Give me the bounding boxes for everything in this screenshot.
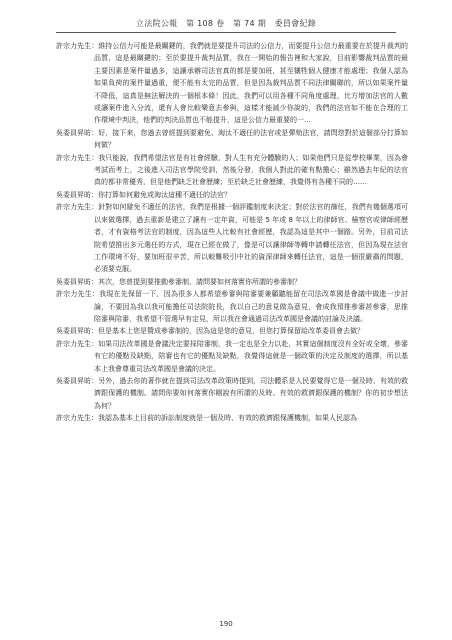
- speech-text: 我現在先保留一下，因為很多人都希望參審與陪審要兼顧聽能留在司法改革國是會議中做進一步討論，不要因為我以我可能擔任司法院院長，我以自己的意見做為意見，會成我預推參審甚參審，思推陪審與陪審，我希望不管選早有定見，所以我在會通過司法改革國是會議的討論及決議。: [94, 290, 408, 323]
- speech-text: 如果司法改革國是會議決定要採陪審制，我一定也是全力以赴，其實這個制度沒有全好或全壞，參審有它的優點及缺點，陪審也有它的優點及缺點，我覺得這就是一個政策的決定及制度的選擇，所以基本上我會尊重司法改革國是會議的決定。: [94, 339, 409, 373]
- transcript-paragraph: [56, 338, 408, 375]
- header-divider: [56, 32, 396, 33]
- speaker-label: 許宗力先生：: [56, 290, 100, 299]
- speaker-label: 吳委員昇昉：: [56, 277, 98, 286]
- transcript-paragraph: [56, 40, 408, 127]
- transcript-paragraph: [56, 412, 408, 424]
- volume-number: 第 108 卷: [185, 19, 225, 28]
- speaker-label: 吳委員昇昉：: [56, 128, 99, 137]
- speaker-label: 吳委員昇昉：: [56, 327, 98, 336]
- transcript-paragraph: [56, 375, 408, 412]
- section-title: 委員會紀錄: [274, 19, 317, 28]
- transcript-paragraph: [56, 127, 408, 152]
- speech-text: 其次，您曾提到要推動參審制，請問要如何落實你所謂的參審制？: [98, 277, 301, 286]
- transcript-paragraph: [56, 201, 408, 275]
- transcript-paragraph: [56, 276, 408, 288]
- speaker-label: 許宗力先生：: [56, 42, 99, 50]
- speech-text: 我只能說，我們希望法官是有社會經驗，對人生有充分體驗的人；如果他們只是從學校畢業，因為會考試而考上，之後進入司法官學院受訓，然後分發，我個人對此的確有點擔心；雖然過去年紀的法官真的都非常優秀，但是他們缺乏社會歷練；至於缺乏社會歷練，我覺得有各種不同的……: [94, 153, 409, 187]
- speech-text: 好，接下來，您過去曾經提到要避免、淘汰不適任的法官或是彈劾法官，請問您對於這個部分打算如何做？: [94, 128, 409, 150]
- page-header: [0, 18, 452, 29]
- publication-name: 立法院公報: [135, 19, 178, 28]
- speech-text: 另外，過去你的著作就在提到司法改革政策時提到，司法體系是人民要覺得它是一個及時、有效的救濟跟保護的機制。請問你要如何落實你剛說有所謂的及時、有效的救濟跟保護的機制？你的初步想法為何？: [94, 376, 409, 410]
- speaker-label: 許宗力先生：: [56, 203, 99, 212]
- transcript-paragraph: [56, 288, 408, 325]
- speech-text: 但是基本上您是贊成參審制的，因為這是您的意見，但您打算保留給改革委員會去做？: [98, 327, 364, 336]
- issue-number: 第 74 期: [232, 19, 267, 28]
- transcript-paragraph: [56, 152, 408, 189]
- speech-text: 我認為基本上目前的訴訟制度就是一個及時、有效的救濟跟保護機制，如果人民認為: [98, 414, 357, 423]
- transcript-paragraph: [56, 325, 408, 337]
- speaker-label: 吳委員昇昉：: [56, 376, 99, 385]
- speaker-label: 許宗力先生：: [56, 153, 99, 162]
- transcript-body: [56, 40, 408, 425]
- speech-text: 針對如何避免不適任的法官，我們是根據一個評鑑制度來決定；對於法官的篩任，我們有幾個選項可以來做選擇，過去重新是建立了讓有一定年資，可能是 5 年或 8 年以上的律師官、檢察官或律師經歷者，才有資格考法官的制度，因為這些人比較有社會經歷，我認為這是其中一個路。另外，目前司法院希望推出多元選任的方式，現在已經在做了，像是可以讓律師等轉申請轉任法官，但因為現在法官工作環境不好，要加班很辛苦，所以較難吸引中社的資深律師來轉任法官，這是一個很嚴肅的問題，必須要克服。: [94, 203, 409, 274]
- page-number: 190: [219, 620, 233, 628]
- speech-text: 你打算如何避免或淘汰這種不適任的法官？: [98, 190, 231, 199]
- transcript-paragraph: [56, 189, 408, 201]
- speech-text: 維持公信力可能是最關鍵的，我們就是要提升司法的公信力，而要提升公信力最重要在於提升裁判的品質，這是最關鍵的；至於要提升裁判品質，我在一開始的報告裡和大家說，目前影響裁判品質的最主要因素是案件量過多，這讓承辦司法官真的都是要加班，甚至犧牲個人健康才能處理；我個人認為如果負荷的案件量過重，便不能有太完的品質，但是因為裁判品質不同法律關聯的，所以如果案件量不降低，這真是無法解決的一個根本條！因此，我們可以用各種不同角度處理，比方增加法官的人數或讓案件進入分流，還有人會比較樂意去參與，這樣才能減少你說的，我們的法官如不能在合理的工作環境中判決，他們的判決品質也不能提升，這是公信力最重要的一…: [94, 42, 409, 125]
- speaker-label: 許宗力先生：: [56, 339, 99, 348]
- speaker-label: 吳委員昇昉：: [56, 190, 98, 199]
- speaker-label: 許宗力先生：: [56, 414, 98, 423]
